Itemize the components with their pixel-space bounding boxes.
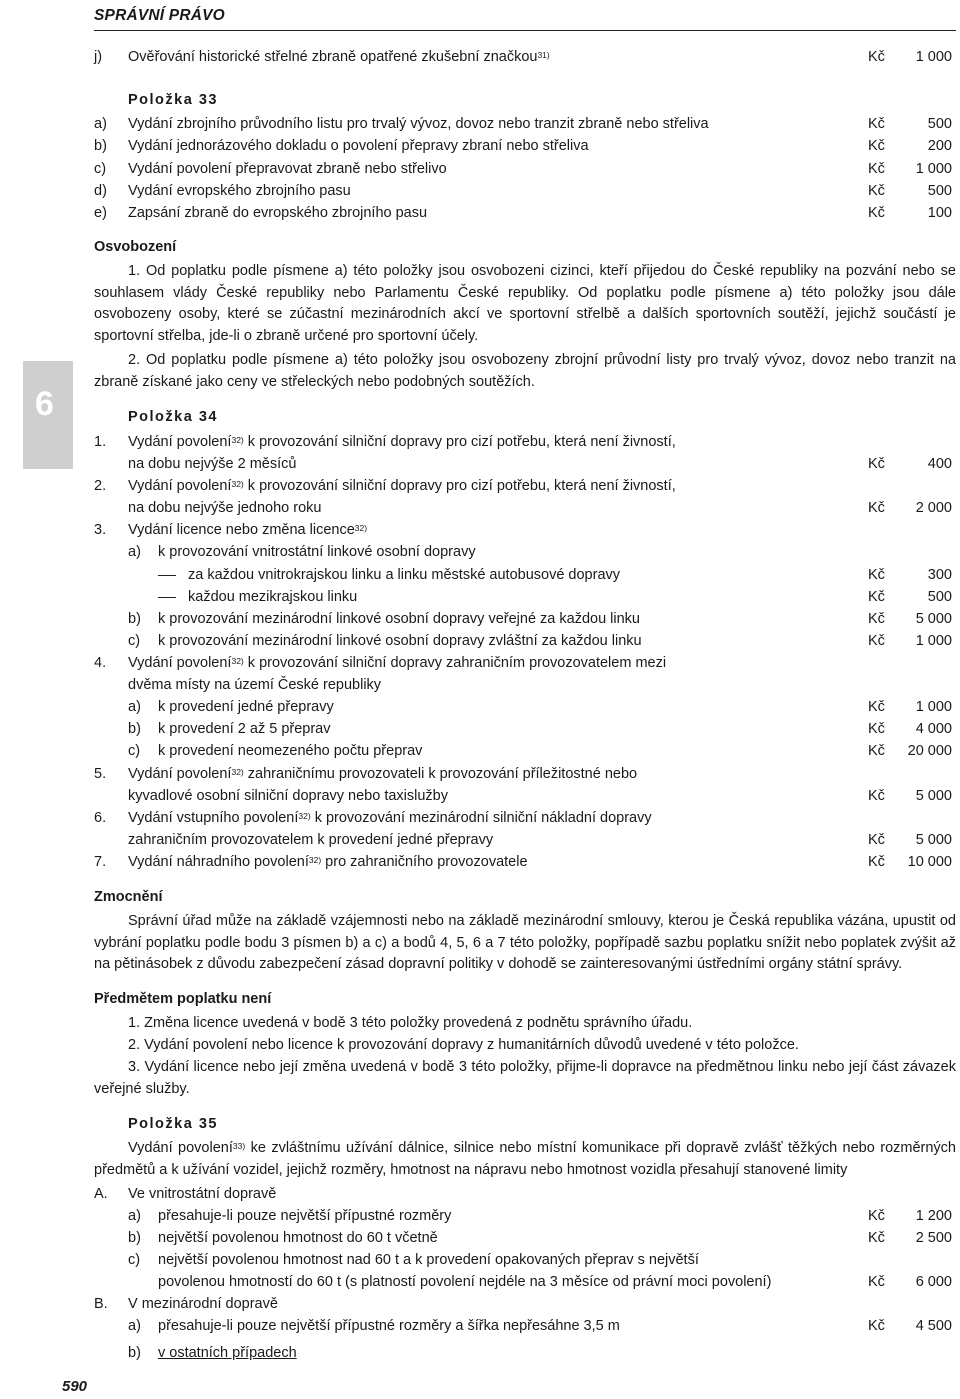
footnote-ref: 33) <box>232 1141 246 1151</box>
sub-text: k provozování mezinárodní linkové osobní dopravy zvláštní za každou linku <box>158 633 642 649</box>
amount: 4 000 <box>915 721 952 737</box>
item-text-cont: k provozování silniční dopravy zahraničním provozovatelem mezi <box>243 655 667 671</box>
sub-text: k provozování mezinárodní linkové osobní dopravy veřejné za každou linku <box>158 611 640 627</box>
item-text: na dobu nejvýše 2 měsíců <box>128 456 297 472</box>
currency: Kč <box>868 699 885 715</box>
currency: Kč <box>868 456 885 472</box>
amount: 1 000 <box>915 699 952 715</box>
item-text-cont: k provozování mezinárodní silniční nákladní dopravy <box>310 810 652 826</box>
item-number: 7. <box>94 854 107 870</box>
intro-text-cont: ke zvláštnímu užívání dálnice, silnice nebo místní komunikace při dopravě zvlášť těžkých nebo rozměrných předmětů a k užívání vozidel, jejichž rozměry, hmotnost na nápravu nebo hmotnost vozidla přesahují stanovené limity <box>94 1140 956 1178</box>
item-number: 4. <box>94 655 107 671</box>
sub-label: c) <box>128 743 141 759</box>
currency: Kč <box>868 589 885 605</box>
item-text-cont: zahraničnímu provozovateli k provozování příležitostné nebo <box>243 766 638 782</box>
item-label: j) <box>94 49 103 65</box>
polozka-35-title: Položka 35 <box>128 1116 218 1132</box>
item-text: Vydání vstupního povolení <box>128 810 299 826</box>
currency: Kč <box>868 1208 885 1224</box>
sub-text: k provedení 2 až 5 přeprav <box>158 721 331 737</box>
item-number: 6. <box>94 810 107 826</box>
row-label: d) <box>94 183 107 199</box>
amount: 200 <box>927 138 952 154</box>
amount: 5 000 <box>915 832 952 848</box>
sub-label: b) <box>128 1345 141 1361</box>
p35-intro <box>94 1138 956 1181</box>
footnote-ref: 31) <box>537 50 550 60</box>
currency: Kč <box>868 832 885 848</box>
polozka-33-title: Položka 33 <box>128 92 218 108</box>
dash-mark <box>158 597 176 598</box>
currency: Kč <box>868 633 885 649</box>
item-text: Vydání povolení <box>128 478 232 494</box>
amount: 2 500 <box>915 1230 952 1246</box>
sub-text: přesahuje-li pouze největší přípustné rozměry <box>158 1208 452 1224</box>
amount: 1 000 <box>915 49 952 65</box>
zmocneni-paragraph: Správní úřad může na základě vzájemnosti nebo na základě mezinárodní smlouvy, kterou je Česká republika vázána, upustit od vybrání poplatku podle bodu 3 písmen b) a c) a bodů 4, 5, 6 a 7 této položky, popřípadě sazbu poplatku snížit nebo poplatek zvýšit až na pětinásobek z důvodu zabezpečení zásad dopravní politiky v dohodě se zainteresovanými ústředními orgány státní správy. <box>94 913 956 972</box>
item-text: Vydání povolení <box>128 766 232 782</box>
sub-label: a) <box>128 699 141 715</box>
sub-label: a) <box>128 1208 141 1224</box>
osvobozeni-paragraph-1: 1. Od poplatku podle písmene a) této položky jsou osvobozeni cizinci, kteří přijedou do České republiky na pozvání nebo se souhlasem vlády České republiky nebo Parlamentu České republiky. Od poplatku podle písmene a) této položky jsou dále osvobozeny osoby, které se zúčastní mezinárodních akcí ve sportovní střelbě a dalších sportovních soutěží, jejichž součástí je sportovní střelba, jde-li o zbraně určené pro sportovní účely. <box>94 263 956 344</box>
footnote-ref: 32) <box>298 811 311 821</box>
item-number: 5. <box>94 766 107 782</box>
currency: Kč <box>868 788 885 804</box>
polozka-34-title: Položka 34 <box>128 409 218 425</box>
item-number: 1. <box>94 434 107 450</box>
row-label: e) <box>94 205 107 221</box>
footnote-ref: 32) <box>231 435 244 445</box>
running-header <box>94 4 956 31</box>
sub-text: povolenou hmotností do 60 t (s platností povolení nejdéle na 3 měsíce od právní moci povolení) <box>158 1274 772 1290</box>
row-text: Zapsání zbraně do evropského zbrojního pasu <box>128 205 428 221</box>
predmet-item-1: 1. Změna licence uvedená v bodě 3 této položky provedená z podnětu správního úřadu. <box>128 1015 693 1031</box>
item-text: Vydání náhradního povolení <box>128 854 309 870</box>
sub-text: přesahuje-li pouze největší přípustné rozměry a šířka nepřesáhne 3,5 m <box>158 1318 620 1334</box>
sub-label: c) <box>128 1252 141 1268</box>
item-text-cont: pro zahraničního provozovatele <box>321 854 528 870</box>
sub-text: největší povolenou hmotnost nad 60 t a k provedení opakovaných přeprav s největší <box>158 1252 699 1268</box>
sub-label: a) <box>128 1318 141 1334</box>
currency: Kč <box>868 116 885 132</box>
footnote-ref: 32) <box>231 656 244 666</box>
row-label: b) <box>94 138 107 154</box>
item-text: Vydání licence nebo změna licence <box>128 522 355 538</box>
sub-label: b) <box>128 1230 141 1246</box>
group-text: V mezinárodní dopravě <box>128 1296 278 1312</box>
sub-text: za každou vnitrokrajskou linku a linku městské autobusové dopravy <box>188 567 621 583</box>
group-text: Ve vnitrostátní dopravě <box>128 1186 277 1202</box>
item-text-cont: k provozování silniční dopravy pro cizí potřebu, která není živností, <box>243 478 676 494</box>
footnote-ref: 32) <box>231 479 244 489</box>
amount: 300 <box>927 567 952 583</box>
currency: Kč <box>868 611 885 627</box>
amount: 500 <box>927 589 952 605</box>
sub-text: k provozování vnitrostátní linkové osobní dopravy <box>158 544 476 560</box>
row-text: Vydání evropského zbrojního pasu <box>128 183 351 199</box>
osvobozeni-paragraph-2: 2. Od poplatku podle písmene a) této položky jsou osvobozeny zbrojní průvodní listy pro trvalý vývoz, dovoz nebo tranzit na zbraně získané jako ceny ve střeleckých nebo podobných soutěžích. <box>94 352 956 390</box>
predmet-heading: Předmětem poplatku není <box>94 991 272 1007</box>
footnote-ref: 32) <box>354 523 368 533</box>
amount: 1 000 <box>915 633 952 649</box>
currency: Kč <box>868 1318 885 1334</box>
sub-text: k provedení neomezeného počtu přeprav <box>158 743 423 759</box>
amount: 500 <box>927 116 952 132</box>
item-number: 3. <box>94 522 107 538</box>
row-label: a) <box>94 116 107 132</box>
currency: Kč <box>868 567 885 583</box>
item-text: Ověřování historické střelné zbraně opatřené zkušební značkou <box>128 49 538 65</box>
amount: 400 <box>927 456 952 472</box>
row-text: Vydání jednorázového dokladu o povolení přepravy zbraní nebo střeliva <box>128 138 589 154</box>
amount: 4 500 <box>915 1318 952 1334</box>
sub-text: v ostatních případech <box>158 1345 297 1361</box>
sub-label: a) <box>128 544 141 560</box>
item-number: 2. <box>94 478 107 494</box>
currency: Kč <box>868 49 885 65</box>
osvobozeni-heading: Osvobození <box>94 239 177 255</box>
item-text: na dobu nejvýše jednoho roku <box>128 500 322 516</box>
header-title: SPRÁVNÍ PRÁVO <box>94 7 225 24</box>
currency: Kč <box>868 854 885 870</box>
predmet-item-2: 2. Vydání povolení nebo licence k provozování dopravy z humanitárních důvodů uvedené v této položce. <box>128 1037 799 1053</box>
item-text: zahraničním provozovatelem k provedení jedné přepravy <box>128 832 494 848</box>
sub-label: c) <box>128 633 141 649</box>
item-text: kyvadlové osobní silniční dopravy nebo taxislužby <box>128 788 448 804</box>
currency: Kč <box>868 500 885 516</box>
amount: 5 000 <box>915 788 952 804</box>
footnote-ref: 32) <box>308 855 322 865</box>
group-label: A. <box>94 1186 108 1202</box>
item-text: Vydání povolení <box>128 434 232 450</box>
intro-text: Vydání povolení <box>128 1140 233 1156</box>
row-label: c) <box>94 161 107 177</box>
currency: Kč <box>868 1230 885 1246</box>
currency: Kč <box>868 205 885 221</box>
group-label: B. <box>94 1296 108 1312</box>
amount: 1 000 <box>915 161 952 177</box>
currency: Kč <box>868 743 885 759</box>
footnote-ref: 32) <box>231 767 244 777</box>
item-text-cont: k provozování silniční dopravy pro cizí potřebu, která není živností, <box>243 434 676 450</box>
page-number: 590 <box>62 1378 88 1395</box>
currency: Kč <box>868 138 885 154</box>
row-text: Vydání povolení přepravovat zbraně nebo střelivo <box>128 161 447 177</box>
row-text: Vydání zbrojního průvodního listu pro trvalý vývoz, dovoz nebo tranzit zbraně nebo střeliva <box>128 116 709 132</box>
sub-label: b) <box>128 721 141 737</box>
dash-mark <box>158 575 176 576</box>
amount: 6 000 <box>915 1274 952 1290</box>
item-text: dvěma místy na území České republiky <box>128 677 382 693</box>
chapter-tab <box>23 361 73 469</box>
sub-text: k provedení jedné přepravy <box>158 699 334 715</box>
amount: 10 000 <box>907 854 952 870</box>
zmocneni-heading: Zmocnění <box>94 889 163 905</box>
currency: Kč <box>868 183 885 199</box>
amount: 1 200 <box>915 1208 952 1224</box>
amount: 5 000 <box>915 611 952 627</box>
predmet-item-3: 3. Vydání licence nebo její změna uvedená v bodě 3 této položky, přijme-li dopravce na předmětnou linku nebo její část závazek veřejné služby. <box>94 1059 956 1097</box>
sub-text: největší povolenou hmotnost do 60 t včetně <box>158 1230 438 1246</box>
amount: 2 000 <box>915 500 952 516</box>
sub-label: b) <box>128 611 141 627</box>
item-text: Vydání povolení <box>128 655 232 671</box>
chapter-number: 6 <box>35 385 54 423</box>
currency: Kč <box>868 161 885 177</box>
amount: 20 000 <box>907 743 952 759</box>
amount: 500 <box>927 183 952 199</box>
amount: 100 <box>927 205 952 221</box>
sub-text: každou mezikrajskou linku <box>188 589 358 605</box>
currency: Kč <box>868 1274 885 1290</box>
currency: Kč <box>868 721 885 737</box>
